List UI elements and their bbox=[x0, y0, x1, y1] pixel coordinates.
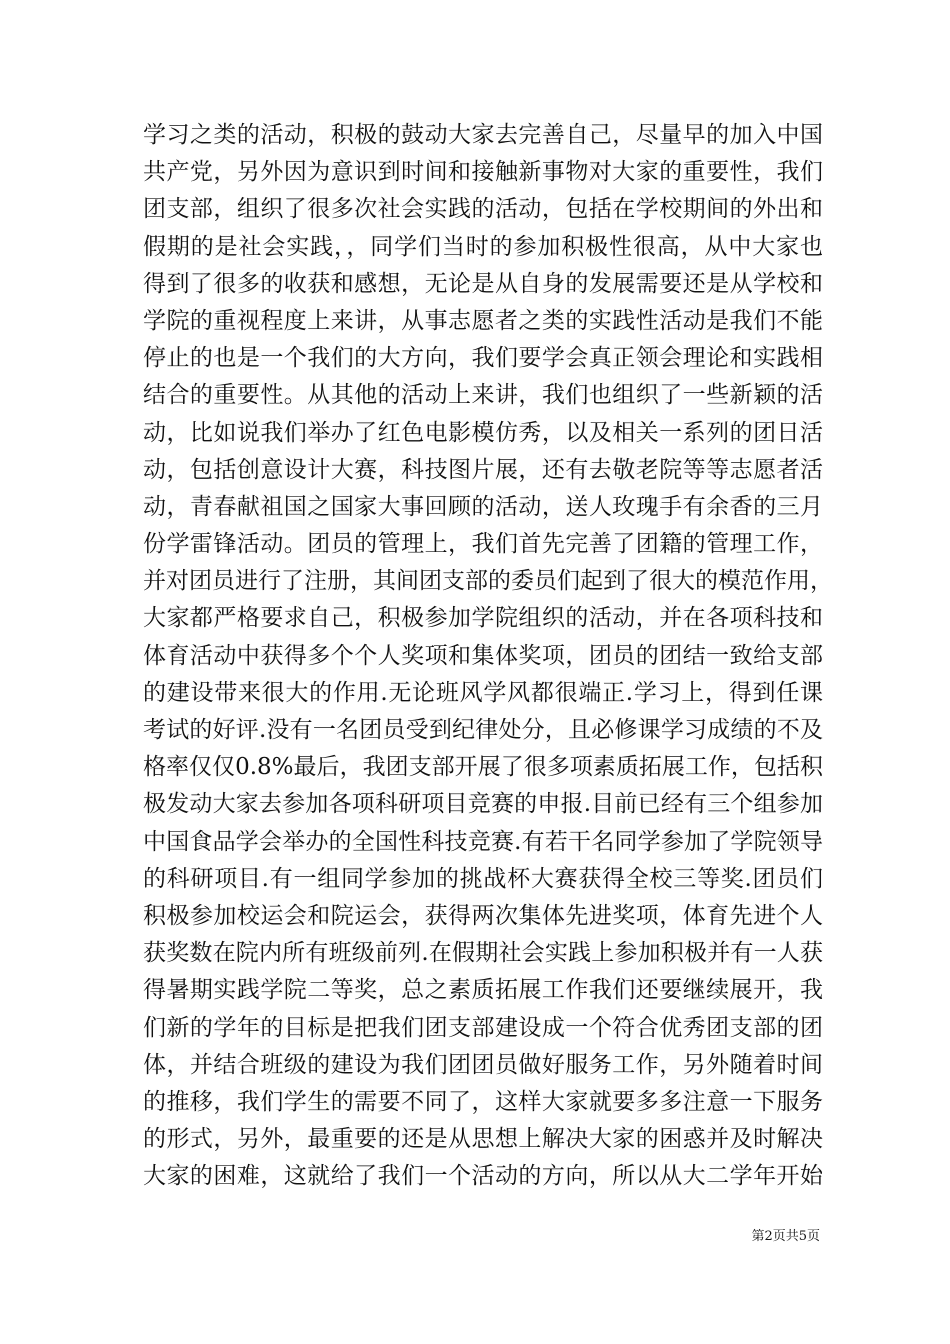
text-line-13: 并对团员进行了注册，其间团支部的委员们起到了很大的模范作用， bbox=[143, 568, 833, 595]
text-line-9: 动，比如说我们举办了红色电影模仿秀，以及相关一系列的团日活 bbox=[143, 419, 823, 446]
text-line-2: 共产党，另外因为意识到时间和接触新事物对大家的重要性，我们 bbox=[143, 159, 823, 186]
text-line-21: 的科研项目.有一组同学参加的挑战杯大赛获得全校三等奖.团员们 bbox=[143, 865, 823, 892]
text-line-11: 动，青春献祖国之国家大事回顾的活动，送人玫瑰手有余香的三月 bbox=[143, 493, 823, 520]
text-line-25: 们新的学年的目标是把我们团支部建设成一个符合优秀团支部的团 bbox=[143, 1014, 823, 1041]
text-line-23: 获奖数在院内所有班级前列.在假期社会实践上参加积极并有一人获 bbox=[143, 940, 823, 967]
text-line-12: 份学雷锋活动。团员的管理上，我们首先完善了团籍的管理工作， bbox=[143, 531, 823, 558]
text-line-19: 极发动大家去参加各项科研项目竞赛的申报.目前已经有三个组参加 bbox=[143, 791, 823, 818]
text-line-3: 团支部，组织了很多次社会实践的活动，包括在学校期间的外出和 bbox=[143, 196, 823, 223]
text-line-5: 得到了很多的收获和感想，无论是从自身的发展需要还是从学校和 bbox=[143, 270, 823, 297]
text-line-14: 大家都严格要求自己，积极参加学院组织的活动，并在各项科技和 bbox=[143, 605, 823, 632]
text-line-27: 的推移，我们学生的需要不同了，这样大家就要多多注意一下服务 bbox=[143, 1088, 823, 1115]
text-line-17: 考试的好评.没有一名团员受到纪律处分，且必修课学习成绩的不及 bbox=[143, 717, 823, 743]
text-line-29: 大家的困难，这就给了我们一个活动的方向，所以从大二学年开始 bbox=[143, 1163, 823, 1190]
text-line-28: 的形式，另外，最重要的还是从思想上解决大家的困惑并及时解决 bbox=[143, 1126, 823, 1153]
text-line-16: 的建设带来很大的作用.无论班风学风都很端正.学习上，得到任课 bbox=[143, 679, 823, 706]
text-line-7: 停止的也是一个我们的大方向，我们要学会真正领会理论和实践相 bbox=[143, 345, 823, 372]
text-line-4: 假期的是社会实践，，同学们当时的参加积极性很高，从中大家也 bbox=[143, 233, 823, 260]
text-line-1: 学习之类的活动，积极的鼓动大家去完善自己，尽量早的加入中国 bbox=[143, 122, 823, 148]
text-line-20: 中国食品学会举办的全国性科技竞赛.有若干名同学参加了学院领导 bbox=[143, 828, 823, 855]
text-line-22: 积极参加校运会和院运会，获得两次集体先进奖项，体育先进个人 bbox=[143, 902, 823, 929]
text-line-8: 结合的重要性。从其他的活动上来讲，我们也组织了一些新颖的活 bbox=[143, 382, 823, 409]
page-number-footer: 第2页共5页 bbox=[751, 1229, 820, 1244]
text-line-26: 体，并结合班级的建设为我们团团员做好服务工作，另外随着时间 bbox=[143, 1051, 823, 1078]
text-line-24: 得暑期实践学院二等奖，总之素质拓展工作我们还要继续展开，我 bbox=[143, 977, 823, 1004]
text-line-15: 体育活动中获得多个个人奖项和集体奖项，团员的团结一致给支部 bbox=[143, 642, 823, 669]
body-paragraph bbox=[143, 117, 833, 1195]
text-line-18: 格率仅仅0.8%最后，我团支部开展了很多项素质拓展工作，包括积 bbox=[143, 754, 823, 781]
text-line-10: 动，包括创意设计大赛，科技图片展，还有去敬老院等等志愿者活 bbox=[143, 456, 823, 483]
text-line-6: 学院的重视程度上来讲，从事志愿者之类的实践性活动是我们不能 bbox=[143, 307, 823, 334]
